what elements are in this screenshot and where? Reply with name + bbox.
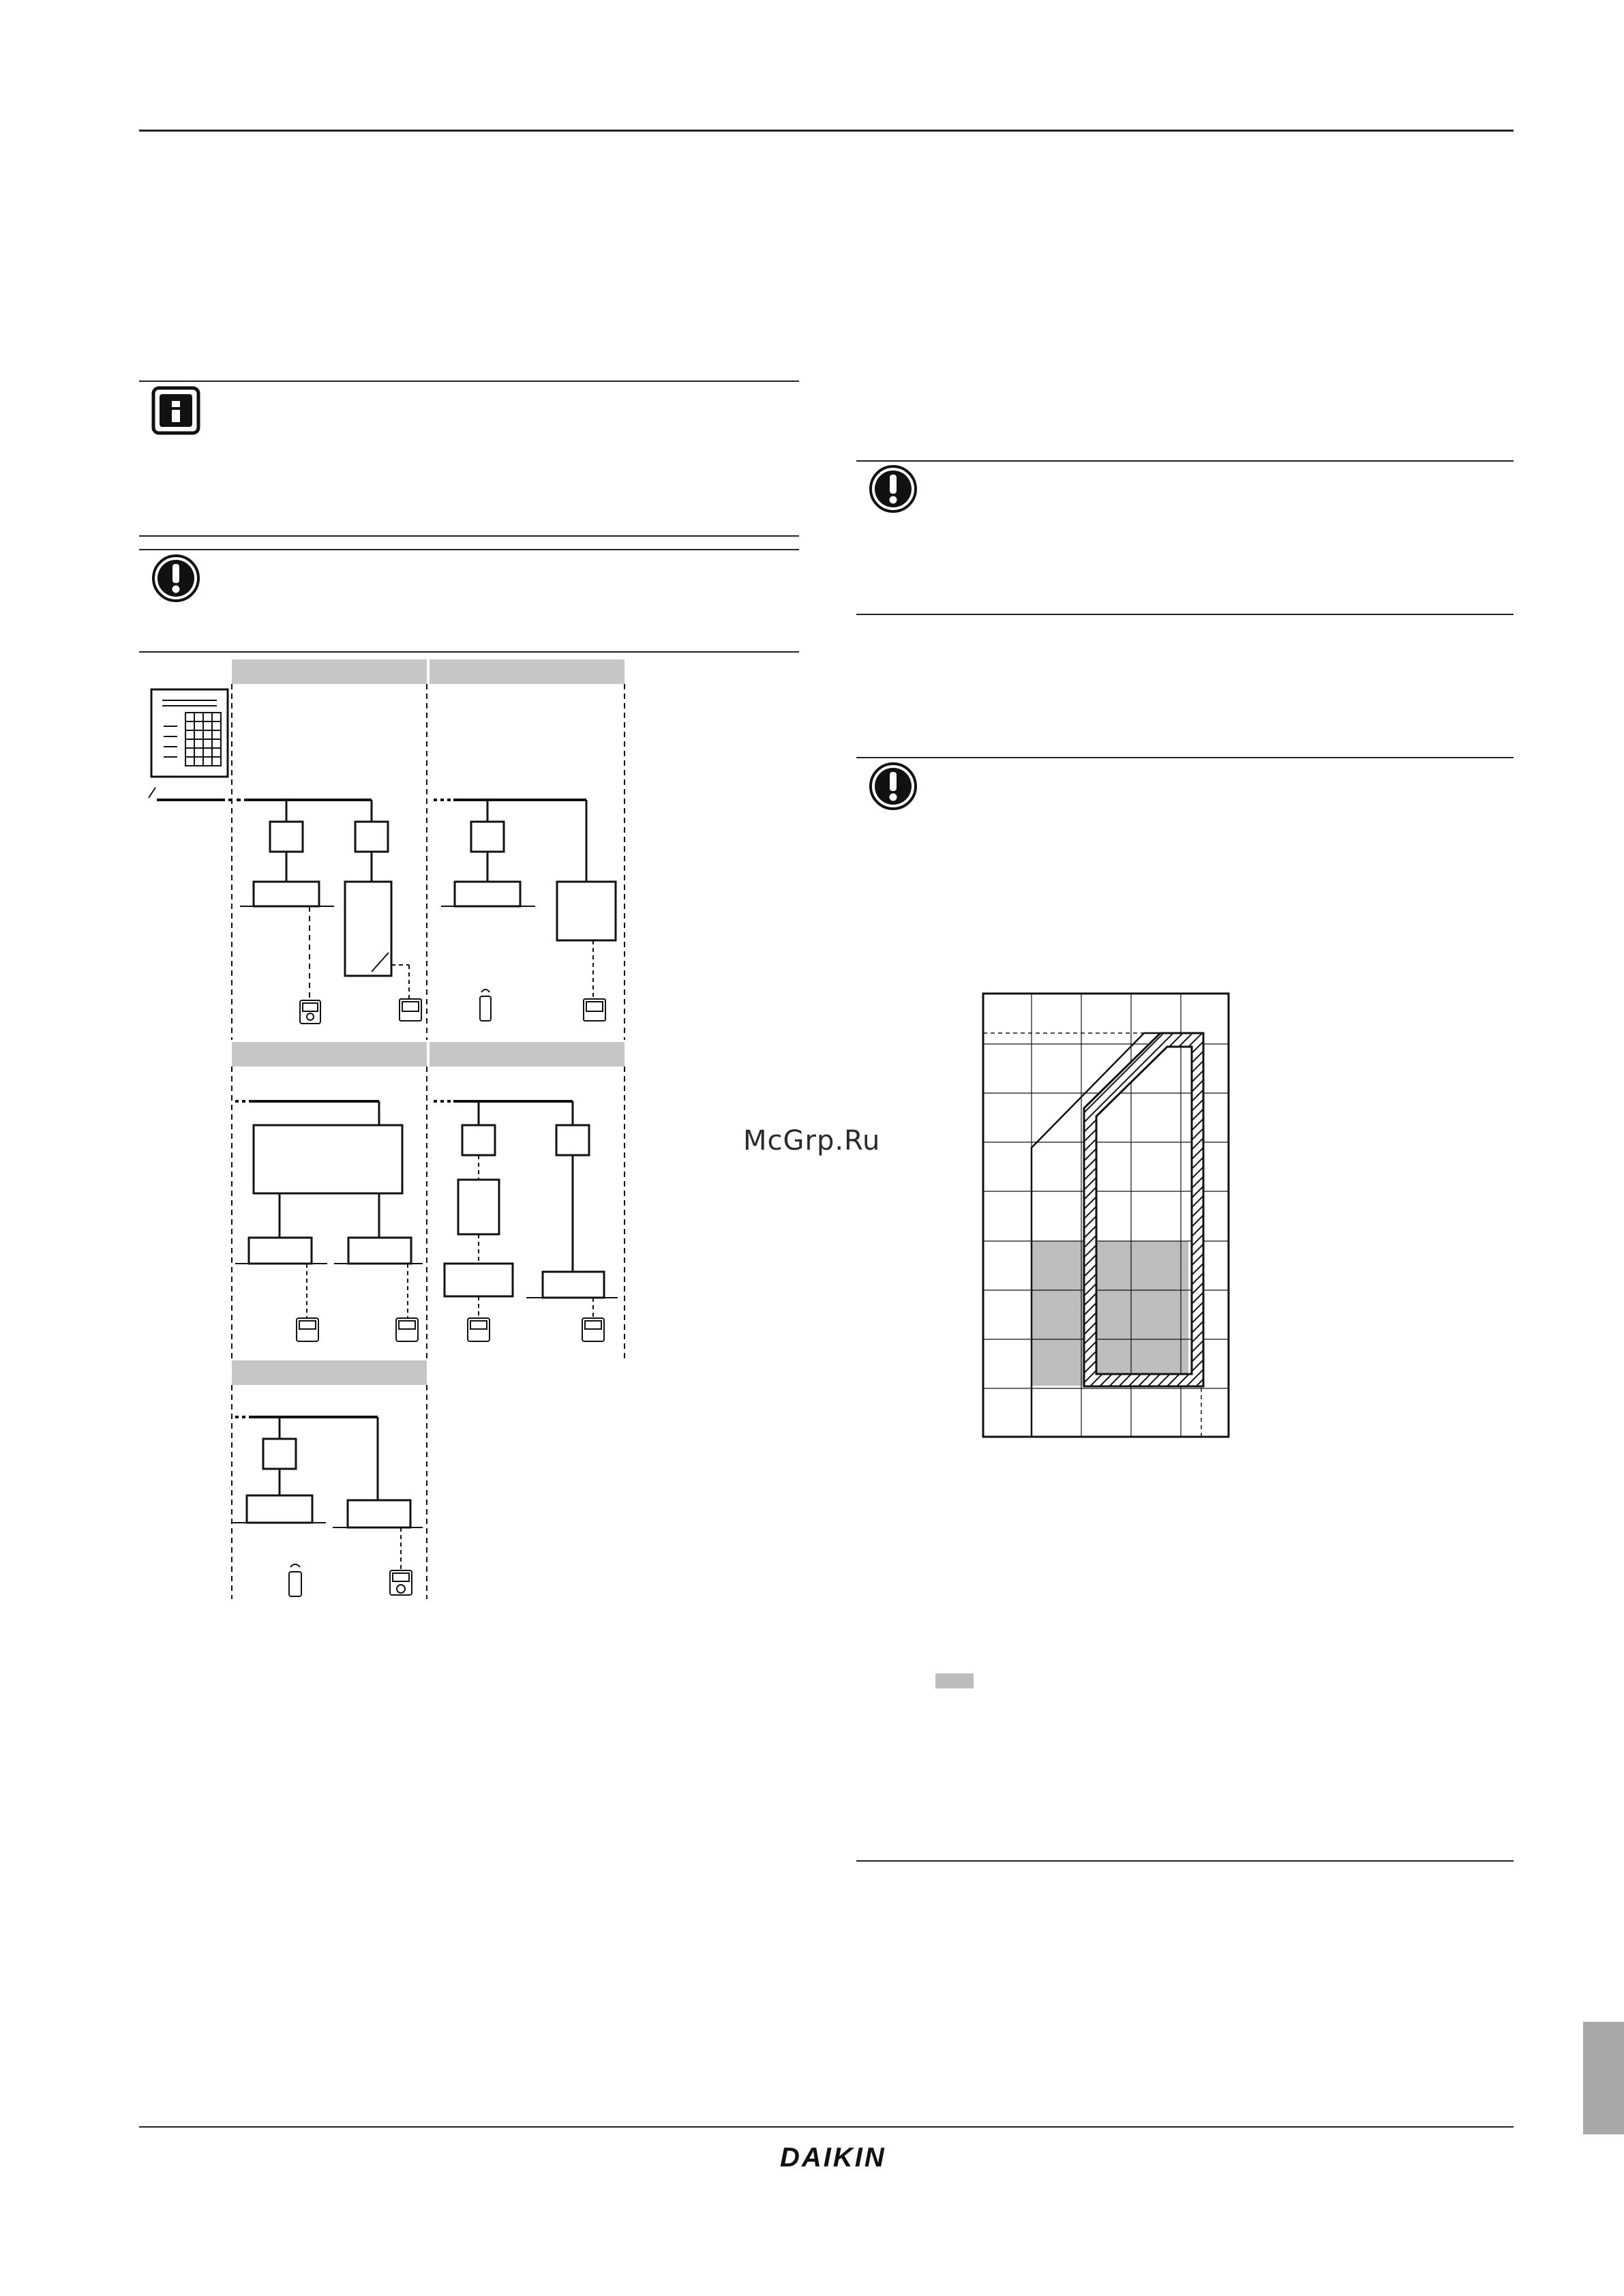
warning-note-bottom-rule (139, 651, 799, 653)
diagram-panel-a (232, 659, 427, 1040)
side-tab (1583, 2022, 1624, 2134)
info-icon (151, 386, 200, 435)
outdoor-unit (149, 689, 228, 798)
right-warning-1-top-rule (856, 460, 1514, 462)
warning-note-top-rule (139, 549, 799, 550)
right-section-end-rule (856, 1860, 1514, 1862)
system-configuration-diagrams (136, 658, 805, 1606)
exclamation-warning-icon (869, 762, 918, 811)
watermark-text: McGrp.Ru (743, 1125, 881, 1157)
operation-range-chart (982, 992, 1234, 1442)
diagram-panel-e (232, 1360, 427, 1599)
legend-shaded-swatch (935, 1673, 974, 1688)
info-note-bottom-rule (139, 535, 799, 537)
exclamation-warning-icon (869, 464, 918, 513)
exclamation-warning-icon (151, 554, 200, 603)
chart-shaded-area (1032, 1241, 1188, 1386)
brand-logo: DAIKIN (780, 2143, 886, 2173)
right-warning-1-bottom-rule (856, 614, 1514, 615)
footer-rule (139, 2126, 1514, 2128)
right-warning-2-top-rule (856, 757, 1514, 758)
diagram-panel-c (232, 1042, 427, 1360)
diagram-panel-b (430, 659, 625, 1040)
diagram-panel-d (430, 1042, 625, 1360)
header-rule (139, 130, 1514, 132)
info-note-top-rule (139, 381, 799, 382)
